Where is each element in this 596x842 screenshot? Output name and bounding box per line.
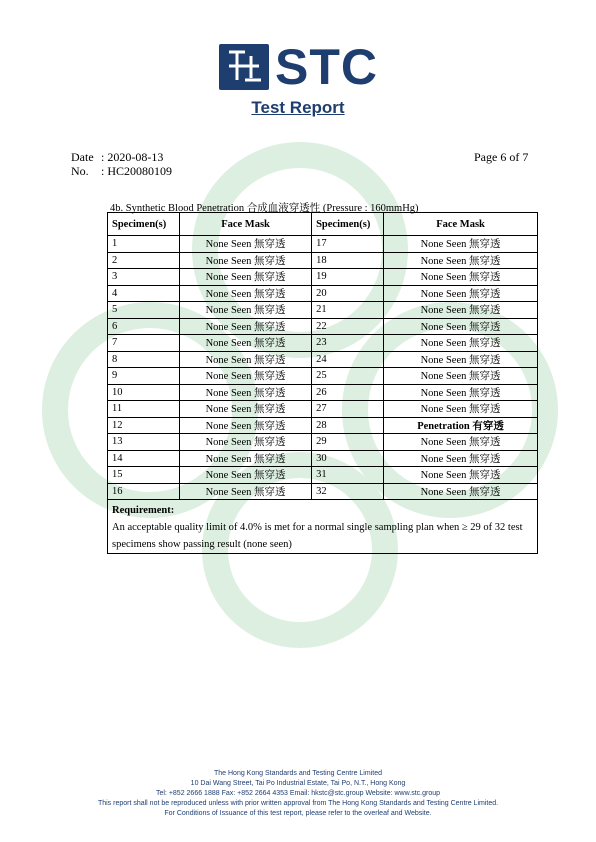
specimen-number: 20 — [312, 285, 384, 302]
table-row — [108, 318, 538, 335]
specimen-number: 6 — [108, 318, 180, 335]
result-cell: None Seen 無穿透 — [384, 368, 538, 385]
specimen-number: 13 — [108, 434, 180, 451]
table-row — [108, 335, 538, 352]
specimen-number: 8 — [108, 351, 180, 368]
specimen-number: 32 — [312, 483, 384, 500]
footer — [0, 769, 596, 819]
footer-disclaimer: This report shall not be reproduced unless with prior written approval from The Hong Kong Standards and Testing Centre Limited. — [97, 800, 499, 807]
results-table — [107, 212, 538, 554]
result-cell: None Seen 無穿透 — [180, 252, 312, 269]
table-row — [108, 252, 538, 269]
table-row — [108, 401, 538, 418]
specimen-number: 7 — [108, 335, 180, 352]
result-cell: None Seen 無穿透 — [384, 384, 538, 401]
result-cell: None Seen 無穿透 — [384, 318, 538, 335]
specimen-number: 23 — [312, 335, 384, 352]
footer-contact: Tel: +852 2666 1888 Fax: +852 2664 4353 Email: hkstc@stc.group Website: www.stc.group — [155, 790, 441, 797]
result-cell: None Seen 無穿透 — [384, 302, 538, 319]
requirement-text: An acceptable quality limit of 4.0% is met for a normal single sampling plan when ≥ 29 of 32 test specimens show passing result (none seen) — [108, 519, 538, 554]
specimen-number: 25 — [312, 368, 384, 385]
result-cell: None Seen 無穿透 — [180, 269, 312, 286]
footer-company: The Hong Kong Standards and Testing Centre Limited — [214, 770, 382, 777]
table-row — [108, 302, 538, 319]
specimen-number: 18 — [312, 252, 384, 269]
result-cell: None Seen 無穿透 — [180, 351, 312, 368]
result-cell: Penetration 有穿透 — [384, 417, 538, 434]
specimen-number: 14 — [108, 450, 180, 467]
result-cell: None Seen 無穿透 — [180, 417, 312, 434]
result-cell: None Seen 無穿透 — [384, 467, 538, 484]
result-cell: None Seen 無穿透 — [384, 483, 538, 500]
page-number: Page 6 of 7 — [474, 150, 529, 164]
no-label: No. — [71, 164, 89, 178]
specimen-number: 10 — [108, 384, 180, 401]
specimen-number: 12 — [108, 417, 180, 434]
specimen-number: 16 — [108, 483, 180, 500]
table-row — [108, 483, 538, 500]
logo-text: STC — [275, 39, 378, 95]
specimen-number: 17 — [312, 236, 384, 253]
result-cell: None Seen 無穿透 — [180, 401, 312, 418]
table-row — [108, 384, 538, 401]
table-header-row — [108, 213, 538, 236]
requirement-row — [108, 500, 538, 519]
specimen-number: 21 — [312, 302, 384, 319]
footer-conditions: For Conditions of Issuance of this test report, please refer to the overleaf and Website. — [164, 810, 432, 817]
requirement-label: Requirement: — [108, 500, 538, 519]
table-row — [108, 269, 538, 286]
specimen-number: 30 — [312, 450, 384, 467]
date-value: : 2020-08-13 — [101, 150, 164, 164]
specimen-number: 26 — [312, 384, 384, 401]
specimen-number: 22 — [312, 318, 384, 335]
result-cell: None Seen 無穿透 — [180, 450, 312, 467]
result-cell: None Seen 無穿透 — [180, 368, 312, 385]
table-row — [108, 236, 538, 253]
table-row — [108, 368, 538, 385]
result-cell: None Seen 無穿透 — [180, 483, 312, 500]
specimen-number: 27 — [312, 401, 384, 418]
result-cell: None Seen 無穿透 — [180, 302, 312, 319]
table-row — [108, 285, 538, 302]
header-facemask-left: Face Mask — [180, 213, 312, 236]
result-cell: None Seen 無穿透 — [180, 434, 312, 451]
table-caption: 4b. Synthetic Blood Penetration 合成血液穿透性 (Pressure : 160mmHg) — [110, 203, 419, 214]
table-row — [108, 417, 538, 434]
specimen-number: 28 — [312, 417, 384, 434]
result-cell: None Seen 無穿透 — [384, 236, 538, 253]
specimen-number: 3 — [108, 269, 180, 286]
result-cell: None Seen 無穿透 — [180, 467, 312, 484]
specimen-number: 11 — [108, 401, 180, 418]
requirement-text-row — [108, 519, 538, 554]
date-line — [71, 150, 163, 165]
stc-logo — [219, 39, 395, 95]
specimen-number: 24 — [312, 351, 384, 368]
specimen-number: 29 — [312, 434, 384, 451]
specimen-number: 31 — [312, 467, 384, 484]
no-value: : HC20080109 — [101, 164, 173, 178]
result-cell: None Seen 無穿透 — [384, 450, 538, 467]
footer-address: 10 Dai Wang Street, Tai Po Industrial Estate, Tai Po, N.T., Hong Kong — [190, 780, 406, 787]
table-row — [108, 467, 538, 484]
result-cell: None Seen 無穿透 — [180, 285, 312, 302]
specimen-number: 2 — [108, 252, 180, 269]
specimen-number: 5 — [108, 302, 180, 319]
table-row — [108, 434, 538, 451]
report-number-line — [71, 164, 172, 179]
result-cell: None Seen 無穿透 — [180, 318, 312, 335]
result-cell: None Seen 無穿透 — [384, 269, 538, 286]
result-cell: None Seen 無穿透 — [384, 285, 538, 302]
specimen-number: 19 — [312, 269, 384, 286]
result-cell: None Seen 無穿透 — [384, 335, 538, 352]
result-cell: None Seen 無穿透 — [384, 351, 538, 368]
result-cell: None Seen 無穿透 — [180, 236, 312, 253]
result-cell: None Seen 無穿透 — [180, 335, 312, 352]
result-cell: None Seen 無穿透 — [384, 252, 538, 269]
specimen-number: 4 — [108, 285, 180, 302]
result-cell: None Seen 無穿透 — [384, 401, 538, 418]
report-title: Test Report — [251, 98, 345, 117]
table-row — [108, 450, 538, 467]
specimen-number: 15 — [108, 467, 180, 484]
specimen-number: 9 — [108, 368, 180, 385]
stc-logo-mark-icon — [219, 44, 269, 90]
result-cell: None Seen 無穿透 — [180, 384, 312, 401]
result-cell: None Seen 無穿透 — [384, 434, 538, 451]
specimen-number: 1 — [108, 236, 180, 253]
header-specimen-right: Specimen(s) — [312, 213, 384, 236]
date-label: Date — [71, 150, 94, 164]
table-row — [108, 351, 538, 368]
header-specimen-left: Specimen(s) — [108, 213, 180, 236]
header-facemask-right: Face Mask — [384, 213, 538, 236]
